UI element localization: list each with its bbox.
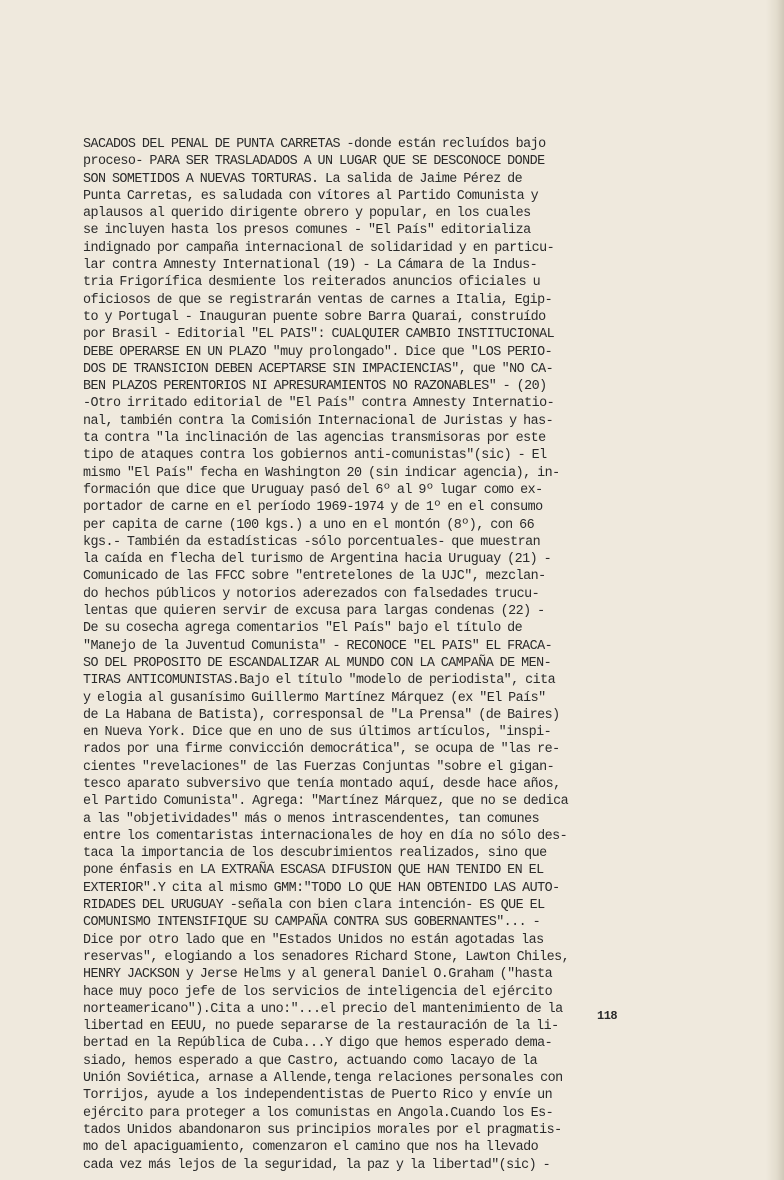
text-line: indignado por campaña internacional de solidaridad y en particu-	[83, 240, 555, 256]
text-line: do hechos públicos y notorios aderezados con falsedades trucu-	[83, 586, 540, 602]
text-line: cientes "revelaciones" de las Fuerzas Conjuntas "sobre el gigan-	[83, 759, 555, 775]
text-line: norteamericano").Cita a uno:"...el precio del mantenimiento de la	[83, 1001, 563, 1017]
text-line: a las "objetividades" más o menos intrascendentes, tan comunes	[83, 811, 540, 827]
text-line: to y Portugal - Inauguran puente sobre Barra Quarai, construído	[83, 309, 546, 325]
text-line: kgs.- También da estadísticas -sólo porcentuales- que muestran	[83, 534, 541, 550]
text-line: oficiosos de que se registrarán ventas de carnes a Italia, Egip-	[83, 292, 553, 308]
text-line: pone énfasis en LA EXTRAÑA ESCASA DIFUSION QUE HAN TENIDO EN EL	[83, 863, 544, 879]
text-line: SON SOMETIDOS A NUEVAS TORTURAS. La salida de Jaime Pérez de	[83, 171, 523, 187]
text-line: ejército para proteger a los comunistas en Angola.Cuando los Es-	[83, 1105, 554, 1121]
text-line: tados Unidos abandonaron sus principios morales por el pragmatis-	[83, 1122, 562, 1138]
text-line: tipo de ataques contra los gobiernos anti-comunistas"(sic) - El	[83, 448, 547, 464]
text-line: BEN PLAZOS PERENTORIOS NI APRESURAMIENTOS NO RAZONABLES" - (20)	[83, 379, 547, 395]
text-line: De su cosecha agrega comentarios "El País" bajo el título de	[83, 621, 523, 637]
text-line: COMUNISMO INTENSIFIQUE SU CAMPAÑA CONTRA SUS GOBERNANTES"... -	[83, 915, 541, 931]
text-line: mismo "El País" fecha en Washington 20 (sin indicar agencia), in-	[83, 465, 560, 481]
text-line: rados por una firme convicción democrática", se ocupa de "las re-	[83, 742, 560, 758]
text-line: TIRAS ANTICOMUNISTAS.Bajo el título "modelo de periodista", cita	[83, 673, 556, 689]
text-line: proceso- PARA SER TRASLADADOS A UN LUGAR QUE SE DESCONOCE DONDE	[83, 154, 545, 170]
text-line: portador de carne en el período 1969-1974 y de 1º en el consumo	[83, 500, 543, 516]
text-line: bertad en la República de Cuba...Y digo que hemos esperado dema-	[83, 1036, 553, 1052]
text-line: per capita de carne (100 kgs.) a uno en el montón (8º), con 66	[83, 517, 535, 533]
text-line: -Otro irritado editorial de "El País" contra Amnesty Internatio-	[83, 396, 555, 412]
text-line: Comunicado de las FFCC sobre "entretelones de la UJC", mezclan-	[83, 569, 546, 585]
text-line: HENRY JACKSON y Jerse Helms y al general Daniel O.Graham ("hasta	[83, 967, 553, 983]
text-line: de La Habana de Batista), corresponsal de "La Prensa" (de Baires)	[83, 707, 560, 723]
body-text	[83, 136, 643, 1174]
text-line: SO DEL PROPOSITO DE ESCANDALIZAR AL MUNDO CON LA CAMPAÑA DE MEN-	[83, 655, 552, 671]
text-line: por Brasil - Editorial "EL PAIS": CUALQUIER CAMBIO INSTITUCIONAL	[83, 327, 555, 343]
text-line: reservas", elogiando a los senadores Richard Stone, Lawton Chiles,	[83, 949, 570, 965]
text-line: lentas que quieren servir de excusa para largas condenas (22) -	[83, 604, 545, 620]
page-shadow	[766, 0, 784, 1180]
text-line: Dice por otro lado que en "Estados Unidos no están agotadas las	[83, 932, 544, 948]
text-line: Punta Carretas, es saludada con vítores al Partido Comunista y	[83, 188, 539, 204]
text-line: se incluyen hasta los presos comunes - "El País" editorializa	[83, 223, 531, 239]
text-line: entre los comentaristas internacionales de hoy en día no sólo des-	[83, 828, 568, 844]
text-line: Unión Soviética, arnase a Allende,tenga relaciones personales con	[83, 1071, 563, 1087]
text-line: y elogia al gusanísimo Guillermo Martínez Márquez (ex "El País"	[83, 690, 546, 706]
text-line: cada vez más lejos de la seguridad, la paz y la libertad"(sic) -	[83, 1157, 551, 1173]
text-line: ta contra "la inclinación de las agencias transmisoras por este	[83, 431, 546, 447]
text-line: EXTERIOR".Y cita al mismo GMM:"TODO LO QUE HAN OBTENIDO LAS AUTO-	[83, 880, 560, 896]
text-line: taca la importancia de los descubrimientos realizados, sino que	[83, 846, 547, 862]
text-line: tria Frigorífica desmiente los reiterados anuncios oficiales u	[83, 275, 541, 291]
page-number: 118	[597, 1009, 618, 1023]
text-line: siado, hemos esperado a que Castro, actuando como lacayo de la	[83, 1053, 538, 1069]
text-line: lar contra Amnesty International (19) - La Cámara de la Indus-	[83, 258, 538, 274]
text-line: aplausos al querido dirigente obrero y popular, en los cuales	[83, 206, 531, 222]
text-line: DOS DE TRANSICION DEBEN ACEPTARSE SIN IMPACIENCIAS", que "NO CA-	[83, 361, 554, 377]
text-line: RIDADES DEL URUGUAY -señala con bien clara intención- ES QUE EL	[83, 898, 545, 914]
text-line: nal, también contra la Comisión Internacional de Juristas y has-	[83, 413, 554, 429]
text-line: SACADOS DEL PENAL DE PUNTA CARRETAS -donde están recluídos bajo	[83, 137, 546, 152]
text-line: mo del apaciguamiento, comenzaron el camino que nos ha llevado	[83, 1140, 539, 1156]
text-line: tesco aparato subversivo que tenía montado aquí, desde hace años,	[83, 776, 561, 792]
text-line: la caída en flecha del turismo de Argentina hacia Uruguay (21) -	[83, 552, 552, 568]
text-line: en Nueva York. Dice que en uno de sus últimos artículos, "inspi-	[83, 725, 552, 741]
text-line: el Partido Comunista". Agrega: "Martínez Márquez, que no se dedica	[83, 794, 569, 810]
text-line: libertad en EEUU, no puede separarse de la restauración de la li-	[83, 1019, 559, 1035]
text-line: hace muy poco jefe de los servicios de inteligencia del ejército	[83, 984, 553, 1000]
text-line: formación que dice que Uruguay pasó del 6º al 9º lugar como ex-	[83, 482, 543, 498]
text-line: DEBE OPERARSE EN UN PLAZO "muy prolongado". Dice que "LOS PERIO-	[83, 344, 553, 360]
text-line: "Manejo de la Juventud Comunista" - RECONOCE "EL PAIS" EL FRACA-	[83, 638, 553, 654]
text-line: Torrijos, ayude a los independentistas de Puerto Rico y envíe un	[83, 1088, 553, 1104]
